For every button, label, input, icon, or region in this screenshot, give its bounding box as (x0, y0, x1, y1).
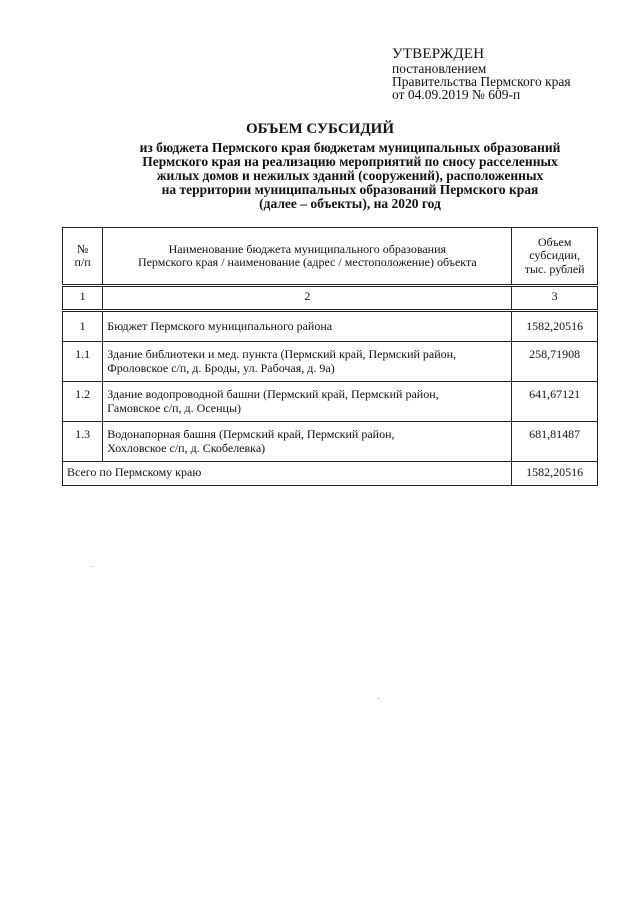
header-sum-line: тыс. рублей (524, 261, 585, 276)
header-sum-line: субсидии, (529, 248, 581, 263)
total-row (63, 462, 598, 486)
row-name-line: Бюджет Пермского муниципального района (107, 319, 333, 333)
row-name (103, 382, 512, 422)
header-name (103, 228, 512, 286)
subtitle-line: на территории муниципальных образований Пермского края (161, 182, 539, 197)
row-name-line: Фроловское с/п, д. Броды, ул. Рабочая, д. 9а) (107, 360, 335, 375)
scan-speck (378, 698, 379, 699)
table-row (63, 382, 598, 422)
row-name-line: Здание водопроводной башни (Пермский край, Пермский район, (107, 387, 439, 401)
row-sum: 641,67121 (512, 382, 598, 422)
header-number (63, 228, 103, 286)
table-header-row (63, 228, 598, 286)
row-number: 1.1 (63, 342, 103, 382)
table-row (63, 422, 598, 462)
approval-stamp: УТВЕРЖДЕН (392, 46, 485, 62)
approval-block (392, 46, 632, 101)
header-name-line: Наименование бюджета муниципального образования (168, 241, 447, 256)
table-row (63, 342, 598, 382)
row-number: 1.3 (63, 422, 103, 462)
document-title: ОБЪЕМ СУБСИДИЙ (245, 121, 394, 137)
row-sum: 1582,20516 (512, 311, 598, 342)
subtitle-line: (далее – объекты), на 2020 год (259, 196, 441, 211)
total-sum: 1582,20516 (512, 462, 598, 486)
header-number-line: № (76, 241, 89, 256)
row-name (103, 342, 512, 382)
row-name-line: Гамовское с/п, д. Осенцы) (107, 400, 242, 415)
header-sum (512, 228, 598, 286)
header-name-line: Пермского края / наименование (адрес / местоположение) объекта (137, 255, 477, 269)
header-number-line: п/п (74, 255, 91, 269)
row-name (103, 422, 512, 462)
row-number: 1.2 (63, 382, 103, 422)
approval-line-2: Правительства Пермского края (392, 74, 571, 89)
row-name-line: Водонапорная башня (Пермский край, Пермский район, (107, 427, 395, 441)
column-index-row (63, 286, 598, 311)
column-index: 1 (63, 286, 103, 311)
row-name (103, 311, 512, 342)
column-index: 2 (103, 286, 512, 311)
row-sum: 681,81487 (512, 422, 598, 462)
subtitle-line: жилых домов и нежилых зданий (сооружений), расположенных (156, 168, 544, 183)
total-label: Всего по Пермскому краю (63, 462, 512, 486)
subtitle-line: из бюджета Пермского края бюджетам муниципальных образований (139, 140, 561, 155)
subtitle-line: Пермского края на реализацию мероприятий по сносу расселенных (142, 154, 558, 169)
scan-speck (92, 566, 93, 567)
row-name-line: Здание библиотеки и мед. пункта (Пермский край, Пермский район, (107, 347, 457, 361)
document-subtitle (60, 141, 640, 211)
table-row (63, 311, 598, 342)
subsidies-table (62, 227, 598, 486)
row-sum: 258,71908 (512, 342, 598, 382)
header-sum-line: Объем (537, 234, 572, 249)
row-number: 1 (63, 311, 103, 342)
column-index: 3 (512, 286, 598, 311)
approval-line-1: постановлением (392, 61, 487, 76)
row-name-line: Хохловское с/п, д. Скобелевка) (107, 440, 266, 455)
approval-line-3: от 04.09.2019 № 609-п (392, 87, 521, 102)
